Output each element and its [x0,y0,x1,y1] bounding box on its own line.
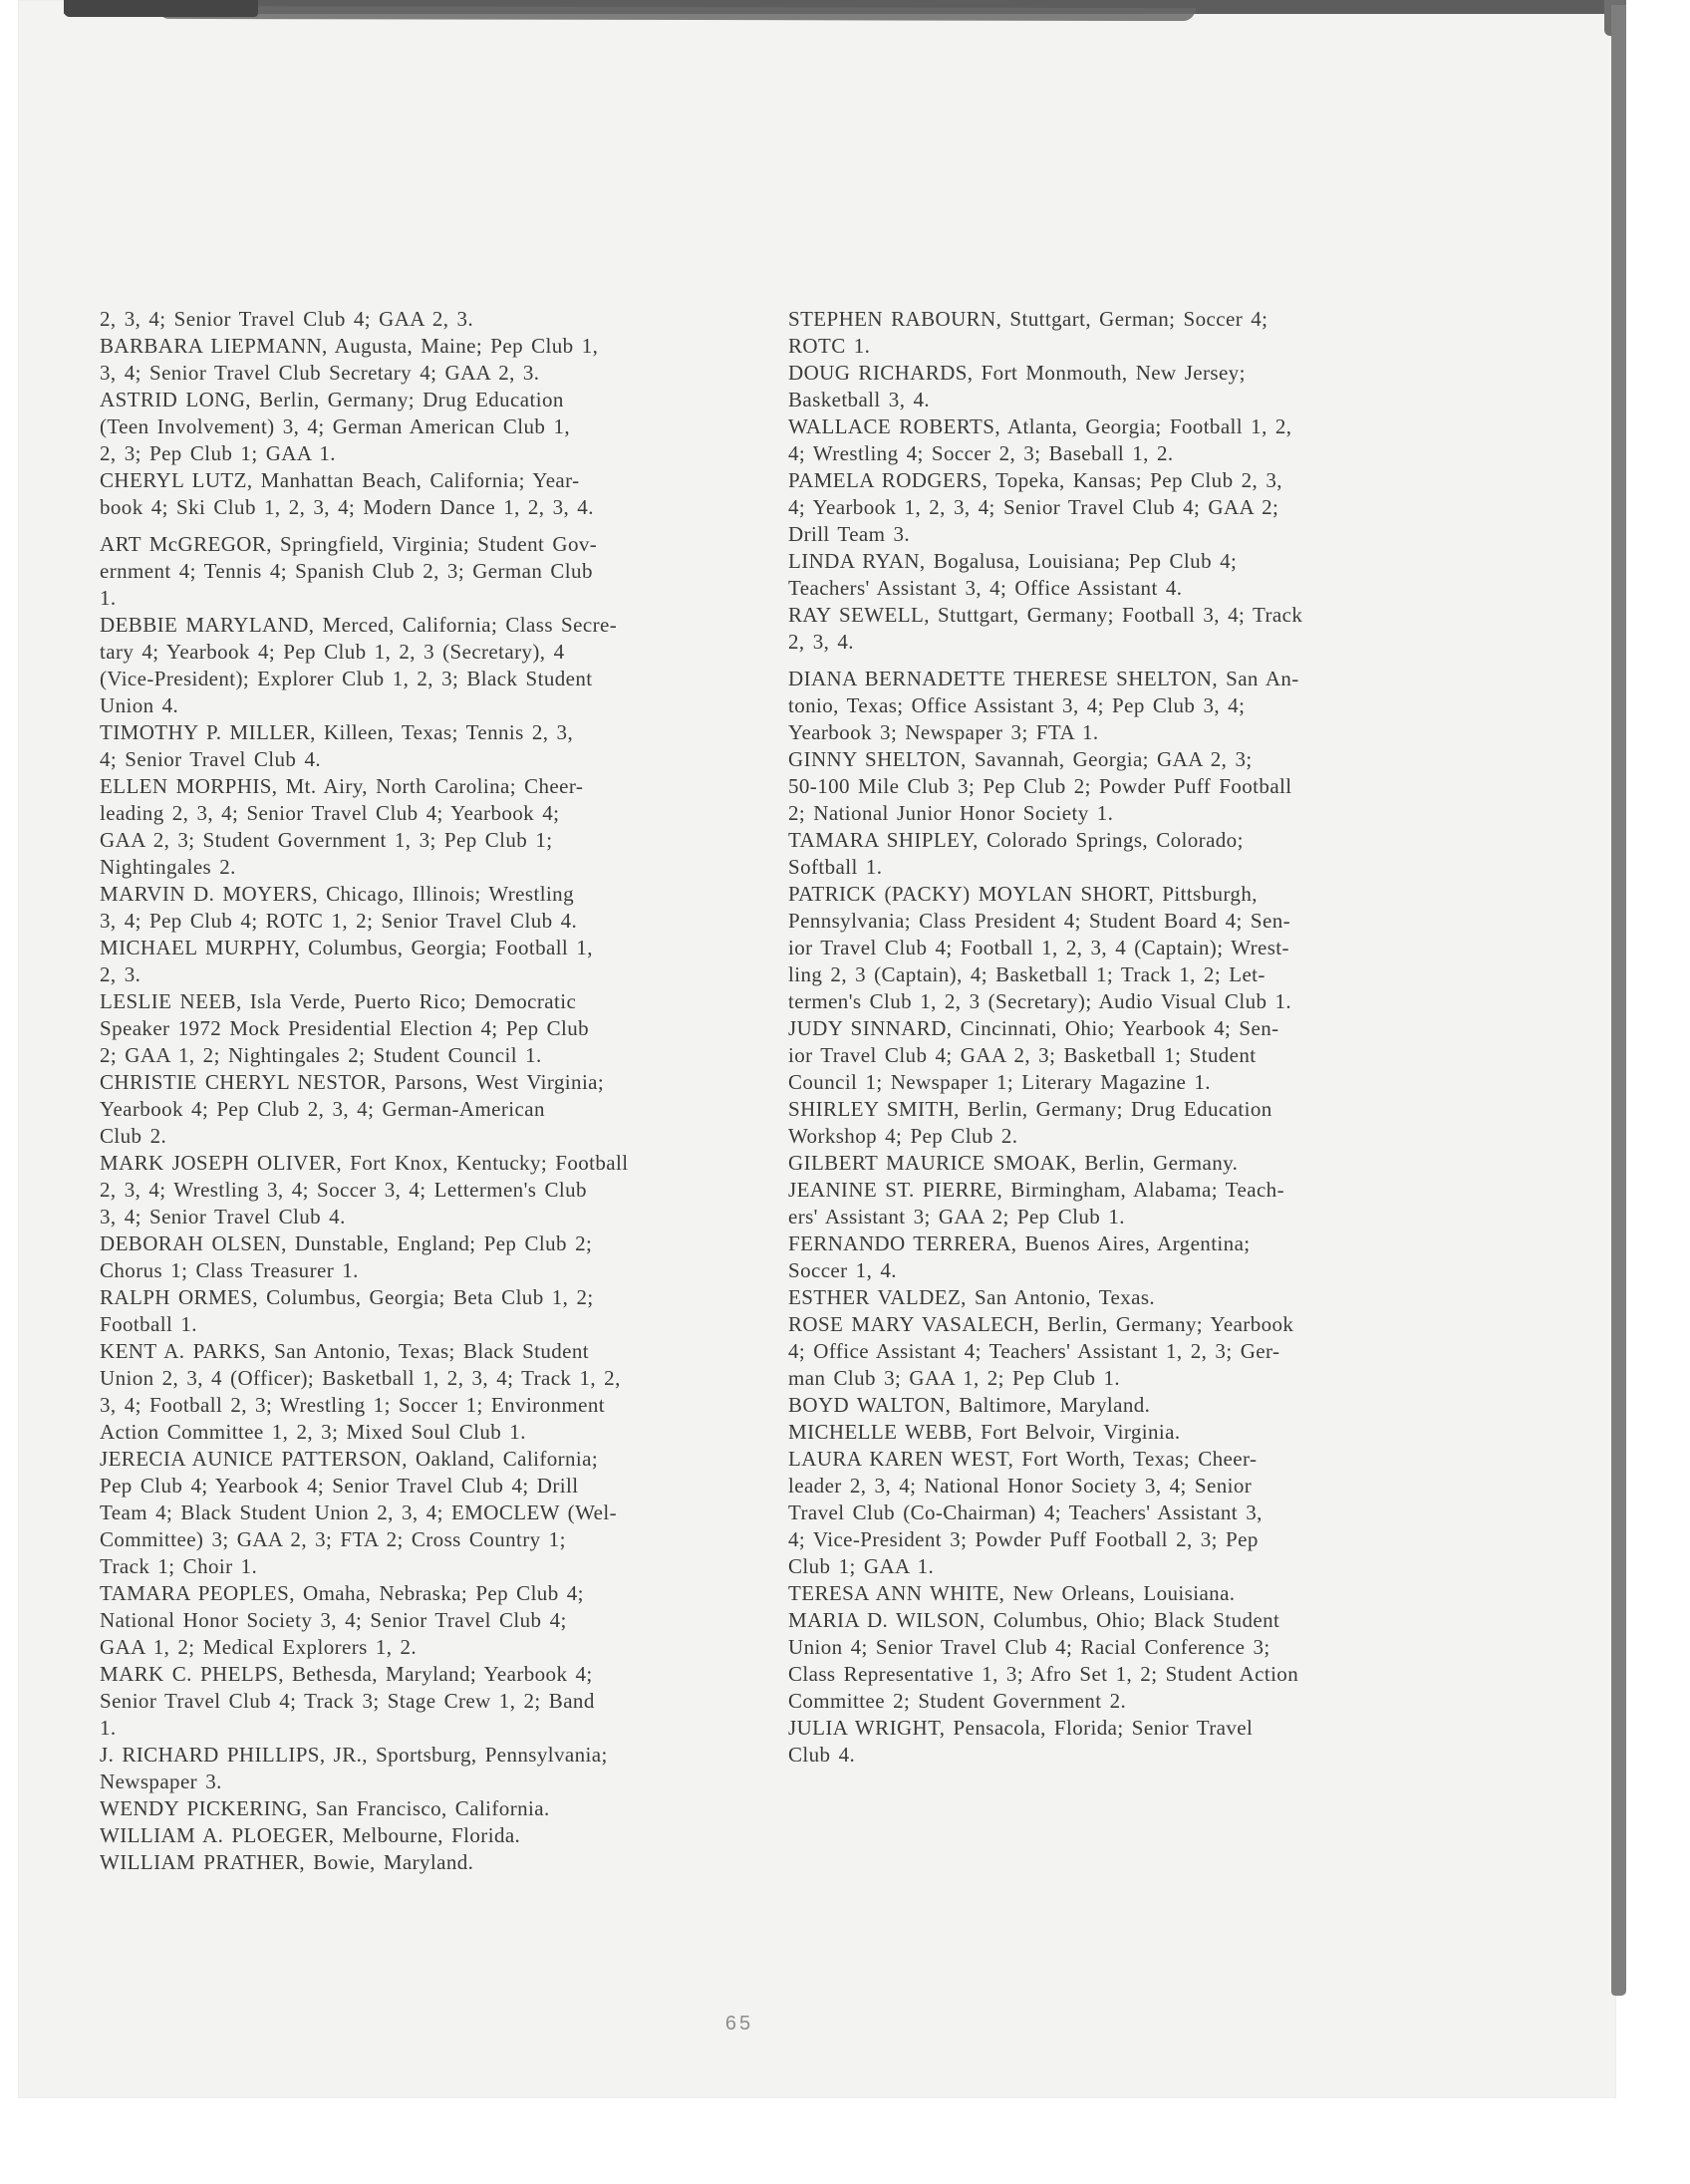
entry-line: ART McGREGOR, Springfield, Virginia; Student Gov- [100,532,598,556]
entry-line: Pep Club 4; Yearbook 4; Senior Travel Club 4; Drill [100,1474,579,1498]
entry-line: 3, 4; Football 2, 3; Wrestling 1; Soccer 1; Environment [100,1393,605,1417]
entry-line: 1. [100,1716,117,1740]
directory-entry [100,1230,786,1284]
entry-line: ROSE MARY VASALECH, Berlin, Germany; Yearbook [788,1312,1294,1336]
entry-line: JEANINE ST. PIERRE, Birmingham, Alabama; Teach- [788,1178,1284,1202]
directory-entry [100,1150,786,1230]
directory-entry [100,467,786,521]
directory-entry [100,1849,786,1876]
entry-line: RAY SEWELL, Stuttgart, Germany; Football 3, 4; Track [788,603,1303,627]
directory-entry [100,1661,786,1742]
entry-line: RALPH ORMES, Columbus, Georgia; Beta Club 1, 2; [100,1285,594,1309]
entry-line: 4; Senior Travel Club 4. [100,747,322,771]
directory-entry [788,413,1486,467]
directory-entry [788,602,1486,656]
entry-line: MICHELLE WEBB, Fort Belvoir, Virginia. [788,1420,1181,1444]
entry-line: Speaker 1972 Mock Presidential Election 4; Pep Club [100,1016,590,1040]
entry-line: JULIA WRIGHT, Pensacola, Florida; Senior Travel [788,1716,1254,1740]
entry-line: 2, 3, 4; Wrestling 3, 4; Soccer 3, 4; Lettermen's Club [100,1178,587,1202]
entry-line: Nightingales 2. [100,855,236,879]
entry-line: ASTRID LONG, Berlin, Germany; Drug Education [100,388,564,411]
entry-line: ESTHER VALDEZ, San Antonio, Texas. [788,1285,1156,1309]
entry-line: SHIRLEY SMITH, Berlin, Germany; Drug Education [788,1097,1272,1121]
directory-entry [788,467,1486,548]
entry-line: DEBBIE MARYLAND, Merced, California; Class Secre- [100,613,618,637]
entry-line: Workshop 4; Pep Club 2. [788,1124,1018,1148]
directory-entry [100,935,786,988]
entry-line: ling 2, 3 (Captain), 4; Basketball 1; Track 1, 2; Let- [788,962,1266,986]
entry-line: MARVIN D. MOYERS, Chicago, Illinois; Wrestling [100,882,574,906]
directory-entry [100,612,786,719]
entry-line: termen's Club 1, 2, 3 (Secretary); Audio Visual Club 1. [788,989,1292,1013]
entry-line: Chorus 1; Class Treasurer 1. [100,1258,359,1282]
entry-line: WALLACE ROBERTS, Atlanta, Georgia; Football 1, 2, [788,414,1292,438]
entry-line: BOYD WALTON, Baltimore, Maryland. [788,1393,1151,1417]
directory-entry [100,881,786,935]
entry-line: Travel Club (Co-Chairman) 4; Teachers' Assistant 3, [788,1501,1263,1524]
entry-line: Action Committee 1, 2, 3; Mixed Soul Club 1. [100,1420,526,1444]
entry-line: Yearbook 3; Newspaper 3; FTA 1. [788,720,1099,744]
directory-entry [788,1715,1486,1769]
entry-line: ROTC 1. [788,334,871,358]
directory-entry [788,666,1486,746]
entry-line: GILBERT MAURICE SMOAK, Berlin, Germany. [788,1151,1239,1175]
entry-line: MARK C. PHELPS, Bethesda, Maryland; Yearbook 4; [100,1662,593,1686]
entry-line: DEBORAH OLSEN, Dunstable, England; Pep Club 2; [100,1231,593,1255]
directory-entry [100,1795,786,1822]
entry-line: 3, 4; Pep Club 4; ROTC 1, 2; Senior Travel Club 4. [100,909,578,933]
entry-line: tonio, Texas; Office Assistant 3, 4; Pep Club 3, 4; [788,693,1246,717]
directory-entry [788,1015,1486,1096]
entry-line: 4; Yearbook 1, 2, 3, 4; Senior Travel Club 4; GAA 2; [788,495,1279,519]
directory-entry [100,1822,786,1849]
entry-line: (Vice-President); Explorer Club 1, 2, 3; Black Student [100,667,593,690]
entry-line: 3, 4; Senior Travel Club 4. [100,1205,346,1228]
entry-line: MARK JOSEPH OLIVER, Fort Knox, Kentucky; Football [100,1151,629,1175]
entry-line: Basketball 3, 4. [788,388,931,411]
entry-line: 4; Vice-President 3; Powder Puff Football 2, 3; Pep [788,1527,1259,1551]
entry-line: Union 4; Senior Travel Club 4; Racial Conference 3; [788,1635,1270,1659]
directory-entry [100,387,786,467]
directory-entry [788,1419,1486,1446]
entry-line: Teachers' Assistant 3, 4; Office Assistant 4. [788,576,1183,600]
entry-line: 2, 3, 4; Senior Travel Club 4; GAA 2, 3. [100,307,474,331]
scan-top-band-shadow [159,6,1196,21]
entry-line: Football 1. [100,1312,197,1336]
directory-entry [100,1284,786,1338]
entry-line: tary 4; Yearbook 4; Pep Club 1, 2, 3 (Secretary), 4 [100,640,565,664]
entry-line: Team 4; Black Student Union 2, 3, 4; EMOCLEW (Wel- [100,1501,617,1524]
entry-line: CHERYL LUTZ, Manhattan Beach, California; Year- [100,468,580,492]
directory-entry [788,881,1486,1015]
entry-line: 2; GAA 1, 2; Nightingales 2; Student Council 1. [100,1043,542,1067]
directory-column-left [100,306,786,1876]
entry-line: TERESA ANN WHITE, New Orleans, Louisiana. [788,1581,1236,1605]
directory-entry [100,1338,786,1446]
entry-line: 2; National Junior Honor Society 1. [788,801,1114,825]
directory-entry [788,827,1486,881]
entry-line: Class Representative 1, 3; Afro Set 1, 2; Student Action [788,1662,1299,1686]
entry-line: PAMELA RODGERS, Topeka, Kansas; Pep Club 2, 3, [788,468,1282,492]
directory-entry [100,333,786,387]
entry-line: JERECIA AUNICE PATTERSON, Oakland, California; [100,1447,599,1471]
entry-line: leader 2, 3, 4; National Honor Society 3, 4; Senior [788,1474,1253,1498]
directory-entry [788,548,1486,602]
entry-line: 50-100 Mile Club 3; Pep Club 2; Powder Puff Football [788,774,1292,798]
entry-line: Council 1; Newspaper 1; Literary Magazine 1. [788,1070,1211,1094]
entry-line: ELLEN MORPHIS, Mt. Airy, North Carolina; Cheer- [100,774,584,798]
directory-entry [788,1096,1486,1150]
entry-line: GINNY SHELTON, Savannah, Georgia; GAA 2, 3; [788,747,1253,771]
entry-line: Soccer 1, 4. [788,1258,897,1282]
entry-line: leading 2, 3, 4; Senior Travel Club 4; Yearbook 4; [100,801,560,825]
directory-entry [100,531,786,612]
entry-line: 2, 3; Pep Club 1; GAA 1. [100,441,336,465]
entry-line: 4; Wrestling 4; Soccer 2, 3; Baseball 1, 2. [788,441,1174,465]
entry-line: CHRISTIE CHERYL NESTOR, Parsons, West Virginia; [100,1070,605,1094]
entry-line: ernment 4; Tennis 4; Spanish Club 2, 3; German Club [100,559,593,583]
directory-entry [788,1284,1486,1311]
entry-line: Union 2, 3, 4 (Officer); Basketball 1, 2, 3, 4; Track 1, 2, [100,1366,621,1390]
entry-line: ior Travel Club 4; GAA 2, 3; Basketball 1; Student [788,1043,1257,1067]
entry-line: 2, 3, 4. [788,630,854,654]
directory-entry [788,1230,1486,1284]
scan-edge-strip [1611,5,1626,1996]
entry-line: WENDY PICKERING, San Francisco, California. [100,1796,550,1820]
directory-entry [788,1150,1486,1177]
entry-line: MARIA D. WILSON, Columbus, Ohio; Black Student [788,1608,1280,1632]
entry-line: TAMARA PEOPLES, Omaha, Nebraska; Pep Club 4; [100,1581,584,1605]
entry-line: DIANA BERNADETTE THERESE SHELTON, San An- [788,667,1299,690]
directory-entry [100,988,786,1069]
entry-line: Drill Team 3. [788,522,911,546]
directory-column-right [788,306,1486,1769]
directory-entry [100,719,786,773]
entry-line: 4; Office Assistant 4; Teachers' Assistant 1, 2, 3; Ger- [788,1339,1280,1363]
directory-entry [100,1742,786,1795]
entry-line: Newspaper 3. [100,1770,222,1793]
entry-line: man Club 3; GAA 1, 2; Pep Club 1. [788,1366,1121,1390]
entry-line: FERNANDO TERRERA, Buenos Aires, Argentina; [788,1231,1251,1255]
scan-top-band-dark-corner [64,0,258,17]
entry-line: KENT A. PARKS, San Antonio, Texas; Black Student [100,1339,590,1363]
entry-line: ior Travel Club 4; Football 1, 2, 3, 4 (Captain); Wrest- [788,936,1289,959]
entry-line: WILLIAM A. PLOEGER, Melbourne, Florida. [100,1823,521,1847]
entry-line: book 4; Ski Club 1, 2, 3, 4; Modern Dance 1, 2, 3, 4. [100,495,594,519]
entry-line: Senior Travel Club 4; Track 3; Stage Crew 1, 2; Band [100,1689,595,1713]
entry-line: STEPHEN RABOURN, Stuttgart, German; Soccer 4; [788,307,1268,331]
entry-line: TAMARA SHIPLEY, Colorado Springs, Colorado; [788,828,1244,852]
entry-line: MICHAEL MURPHY, Columbus, Georgia; Football 1, [100,936,593,959]
entry-line: Club 2. [100,1124,167,1148]
entry-line: Pennsylvania; Class President 4; Student Board 4; Sen- [788,909,1290,933]
entry-line: Committee) 3; GAA 2, 3; FTA 2; Cross Country 1; [100,1527,566,1551]
entry-line: TIMOTHY P. MILLER, Killeen, Texas; Tennis 2, 3, [100,720,574,744]
directory-entry [100,306,786,333]
entry-line: Club 4. [788,1743,856,1767]
entry-line: LINDA RYAN, Bogalusa, Louisiana; Pep Club 4; [788,549,1238,573]
entry-line: 3, 4; Senior Travel Club Secretary 4; GAA 2, 3. [100,361,540,385]
entry-line: Softball 1. [788,855,883,879]
entry-line: 2, 3. [100,962,141,986]
directory-entry [788,1177,1486,1230]
directory-entry [788,1580,1486,1607]
entry-line: Union 4. [100,693,179,717]
entry-line: ers' Assistant 3; GAA 2; Pep Club 1. [788,1205,1125,1228]
entry-line: Club 1; GAA 1. [788,1554,935,1578]
entry-line: GAA 1, 2; Medical Explorers 1, 2. [100,1635,418,1659]
directory-entry [788,1446,1486,1580]
entry-line: BARBARA LIEPMANN, Augusta, Maine; Pep Club 1, [100,334,599,358]
directory-entry [100,1580,786,1661]
entry-line: Track 1; Choir 1. [100,1554,258,1578]
entry-line: Yearbook 4; Pep Club 2, 3, 4; German-American [100,1097,545,1121]
entry-line: GAA 2, 3; Student Government 1, 3; Pep Club 1; [100,828,553,852]
entry-line: LAURA KAREN WEST, Fort Worth, Texas; Cheer- [788,1447,1258,1471]
directory-entry [788,1392,1486,1419]
entry-line: WILLIAM PRATHER, Bowie, Maryland. [100,1850,474,1874]
page-number: 65 [724,2013,754,2035]
entry-line: (Teen Involvement) 3, 4; German American Club 1, [100,414,571,438]
directory-entry [100,1446,786,1580]
directory-entry [788,360,1486,413]
entry-line: JUDY SINNARD, Cincinnati, Ohio; Yearbook 4; Sen- [788,1016,1279,1040]
entry-line: J. RICHARD PHILLIPS, JR., Sportsburg, Pennsylvania; [100,1743,608,1767]
entry-line: National Honor Society 3, 4; Senior Travel Club 4; [100,1608,567,1632]
directory-entry [788,306,1486,360]
entry-line: PATRICK (PACKY) MOYLAN SHORT, Pittsburgh, [788,882,1258,906]
entry-line: LESLIE NEEB, Isla Verde, Puerto Rico; Democratic [100,989,577,1013]
directory-entry [100,773,786,881]
directory-entry [100,1069,786,1150]
entry-line: Committee 2; Student Government 2. [788,1689,1127,1713]
directory-entry [788,746,1486,827]
entry-line: DOUG RICHARDS, Fort Monmouth, New Jersey; [788,361,1246,385]
directory-entry [788,1607,1486,1715]
directory-entry [788,1311,1486,1392]
entry-line: 1. [100,586,117,610]
